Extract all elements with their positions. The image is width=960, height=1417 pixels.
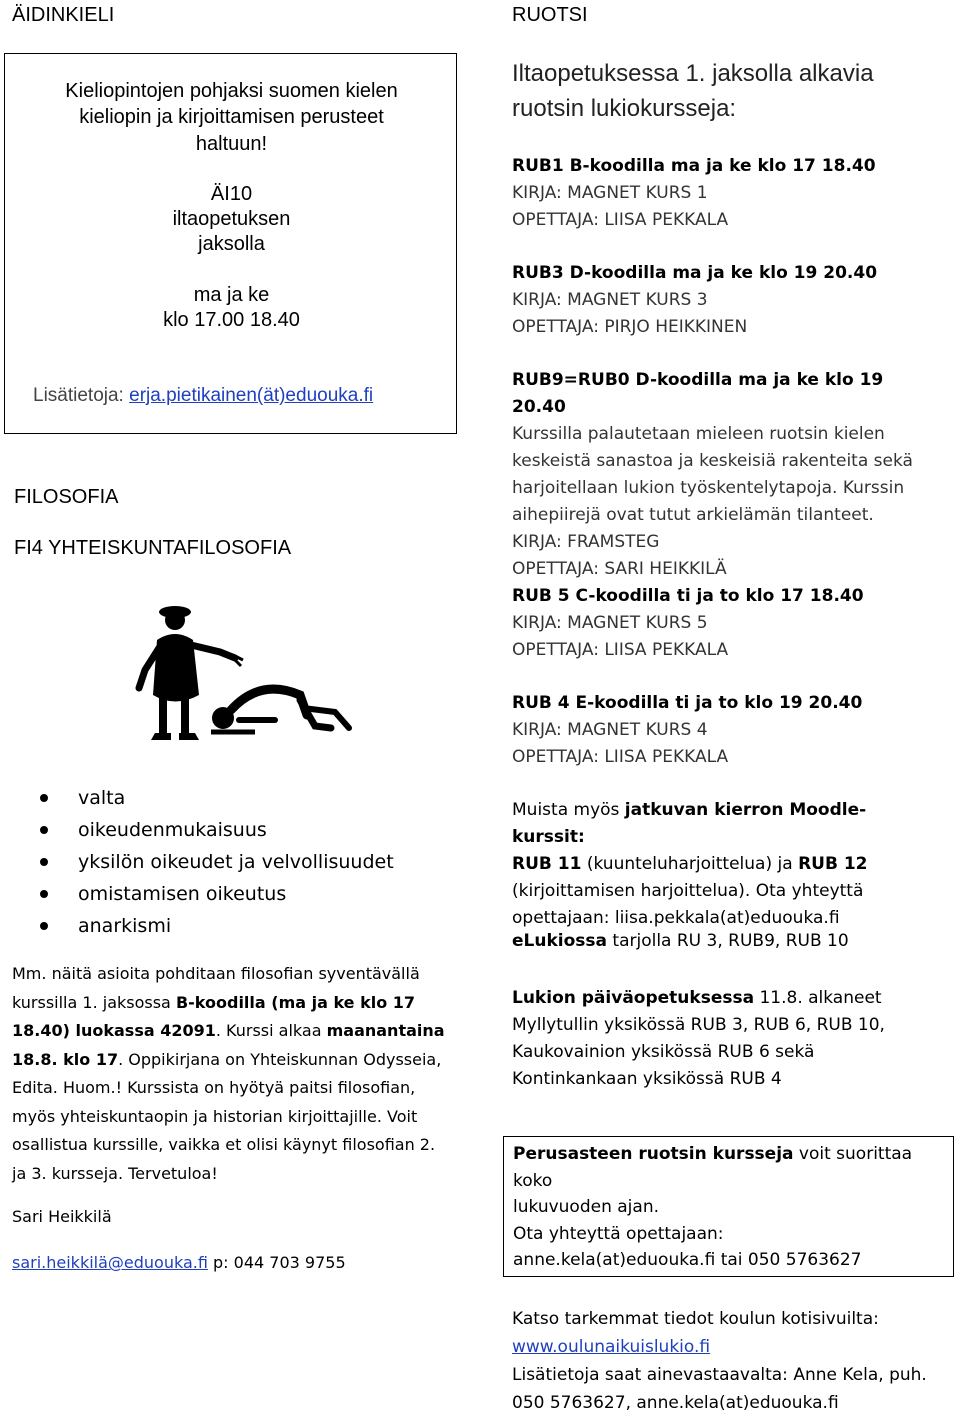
- moodle-line: (kirjoittamisen harjoittelua). Ota yhteyttä: [512, 881, 864, 901]
- box-line: haltuun!: [195, 133, 268, 155]
- ruotsi-heading: RUOTSI: [512, 4, 588, 26]
- day-courses-note: [512, 985, 885, 1093]
- elukio-bold: eLukiossa: [512, 931, 607, 951]
- course-line: Kurssilla palautetaan mieleen ruotsin kielen: [512, 424, 885, 444]
- course-line: KIRJA: FRAMSTEG: [512, 532, 660, 552]
- course-title: RUB3 D-koodilla ma ja ke klo 19 20.40: [512, 263, 878, 283]
- teacher-contact: [12, 1253, 346, 1272]
- course-line: KIRJA: MAGNET KURS 1: [512, 183, 708, 203]
- topic-list: [40, 786, 394, 946]
- fi4-course-heading: FI4 YHTEISKUNTAFILOSOFIA: [14, 537, 292, 559]
- course-block: [512, 690, 942, 771]
- moodle-line: [512, 797, 932, 851]
- course-title: RUB 4 E-koodilla ti ja to klo 19 20.40: [512, 693, 863, 713]
- school-website-link[interactable]: www.oulunaikuislukio.fi: [512, 1337, 711, 1357]
- aidinkieli-info-box: [4, 53, 457, 434]
- teacher-name: Sari Heikkilä: [12, 1207, 112, 1226]
- course-line: OPETTAJA: LIISA PEKKALA: [512, 210, 729, 230]
- more-info-email-link[interactable]: erja.pietikainen(ät)eduouka.fi: [129, 385, 374, 406]
- description-text: Mm. näitä asioita pohditaan filosofian syventävällä kurssilla 1. jaksossa: [12, 964, 420, 1012]
- basic-text: voit suorittaa koko: [513, 1144, 913, 1191]
- day-line: Kaukovainion yksikössä RUB 6 sekä: [512, 1042, 815, 1062]
- box-line: iltaopetuksen: [172, 208, 291, 230]
- course-line: KIRJA: MAGNET KURS 3: [512, 290, 708, 310]
- description-bold: maanantaina 18.8. klo 17: [12, 1021, 445, 1069]
- course-title: RUB 5 C-koodilla ti ja to klo 17 18.40: [512, 586, 864, 606]
- more-info: [33, 385, 373, 407]
- moodle-courses-note: [512, 797, 932, 932]
- course-line: harjoitellaan lukion työskentelytapoja. Kurssin: [512, 478, 905, 498]
- moodle-line: opettajaan: liisa.pekkala(at)eduouka.fi: [512, 908, 840, 928]
- moodle-line: [512, 851, 932, 878]
- teacher-phone: p: 044 703 9755: [207, 1253, 346, 1272]
- elukio-note: [512, 931, 849, 951]
- rub11-label: RUB 11: [512, 854, 582, 874]
- box-line: klo 17.00 18.40: [163, 309, 300, 331]
- evening-courses-heading: Iltaopetuksessa 1. jaksolla alkavia ruotsin lukiokursseja:: [512, 60, 874, 122]
- description-text: . Kurssi alkaa: [215, 1021, 327, 1040]
- more-info-label: Lisätietoja:: [33, 385, 124, 406]
- basic-line: Ota yhteyttä opettajaan:: [513, 1223, 724, 1244]
- basic-line: [513, 1141, 953, 1194]
- philosophy-description: [12, 960, 452, 1188]
- moodle-bold: jatkuvan kierron Moodle-kurssit:: [512, 800, 867, 847]
- course-title: RUB9=RUB0 D-koodilla ma ja ke klo 19 20.40: [512, 370, 884, 417]
- basic-line: lukuvuoden ajan.: [513, 1197, 659, 1217]
- list-item: valta: [40, 786, 394, 818]
- course-line: KIRJA: MAGNET KURS 5: [512, 613, 708, 633]
- description-bold: B-koodilla (ma ja ke klo 17 18.40) luokassa 42091: [12, 992, 416, 1040]
- box-line: ma ja ke: [193, 284, 270, 306]
- basic-line: anne.kela(at)eduouka.fi tai 050 5763627: [513, 1250, 862, 1270]
- footer-line: Lisätietoja saat ainevastaavalta: Anne Kela, puh.: [512, 1365, 927, 1385]
- footer-line: Katso tarkemmat tiedot koulun kotisivuilta:: [512, 1309, 879, 1329]
- course-block: [512, 583, 942, 664]
- box-line: ÄI10: [210, 183, 253, 205]
- filosofia-heading: FILOSOFIA: [14, 486, 119, 508]
- list-item: oikeudenmukaisuus: [40, 818, 394, 850]
- box-line: kieliopin ja kirjoittamisen perusteet: [79, 106, 384, 128]
- basic-bold: Perusasteen ruotsin kursseja: [513, 1144, 794, 1164]
- rub11-desc: (kuunteluharjoittelua) ja: [581, 854, 799, 874]
- course-line: keskeistä sanastoa ja keskeisiä rakenteita sekä: [512, 451, 913, 471]
- moodle-prefix: Muista myös: [512, 800, 625, 820]
- day-line: Kontinkankaan yksikössä RUB 4: [512, 1069, 782, 1089]
- day-text: 11.8. alkaneet: [754, 988, 882, 1008]
- list-item: yksilön oikeudet ja velvollisuudet: [40, 850, 394, 882]
- day-bold: Lukion päiväopetuksessa: [512, 988, 755, 1008]
- day-line: [512, 985, 885, 1012]
- course-line: OPETTAJA: LIISA PEKKALA: [512, 640, 729, 660]
- list-item: anarkismi: [40, 914, 394, 946]
- day-line: Myllytullin yksikössä RUB 3, RUB 6, RUB 10,: [512, 1015, 885, 1035]
- course-line: aihepiirejä ovat tutut arkielämän tilanteet.: [512, 505, 874, 525]
- box-line: Kieliopintojen pohjaksi suomen kielen: [65, 80, 398, 102]
- description-text: . Oppikirjana on Yhteiskunnan Odysseia, Edita. Huom.! Kurssista on hyötyä paitsi filosofian, myös yhteiskuntaopin ja historian kirjoittajille. Voit osallistua kurssille, vaikka et olisi käynyt filosofian 2. ja 3. kursseja. Tervetuloa!: [12, 1049, 442, 1183]
- footer-line: 050 5763627, anne.kela(at)eduouka.fi: [512, 1393, 839, 1413]
- course-line: OPETTAJA: SARI HEIKKILÄ: [512, 559, 727, 579]
- course-block: [512, 153, 942, 234]
- course-title: RUB1 B-koodilla ma ja ke klo 17 18.40: [512, 156, 876, 176]
- course-line: KIRJA: MAGNET KURS 4: [512, 720, 708, 740]
- elukio-text: tarjolla RU 3, RUB9, RUB 10: [607, 931, 849, 951]
- philosophy-illustration: [135, 600, 365, 745]
- rub12-label: RUB 12: [798, 854, 868, 874]
- footer-note: [512, 1305, 927, 1417]
- course-line: OPETTAJA: LIISA PEKKALA: [512, 747, 729, 767]
- course-line: OPETTAJA: PIRJO HEIKKINEN: [512, 317, 748, 337]
- course-block: [512, 367, 942, 583]
- teacher-email-link[interactable]: sari.heikkilä@eduouka.fi: [12, 1253, 208, 1272]
- list-item: omistamisen oikeutus: [40, 882, 394, 914]
- course-block: [512, 260, 942, 341]
- basic-swedish-box: [503, 1136, 954, 1277]
- aidinkieli-heading: ÄIDINKIELI: [12, 4, 115, 26]
- box-line: jaksolla: [198, 233, 265, 255]
